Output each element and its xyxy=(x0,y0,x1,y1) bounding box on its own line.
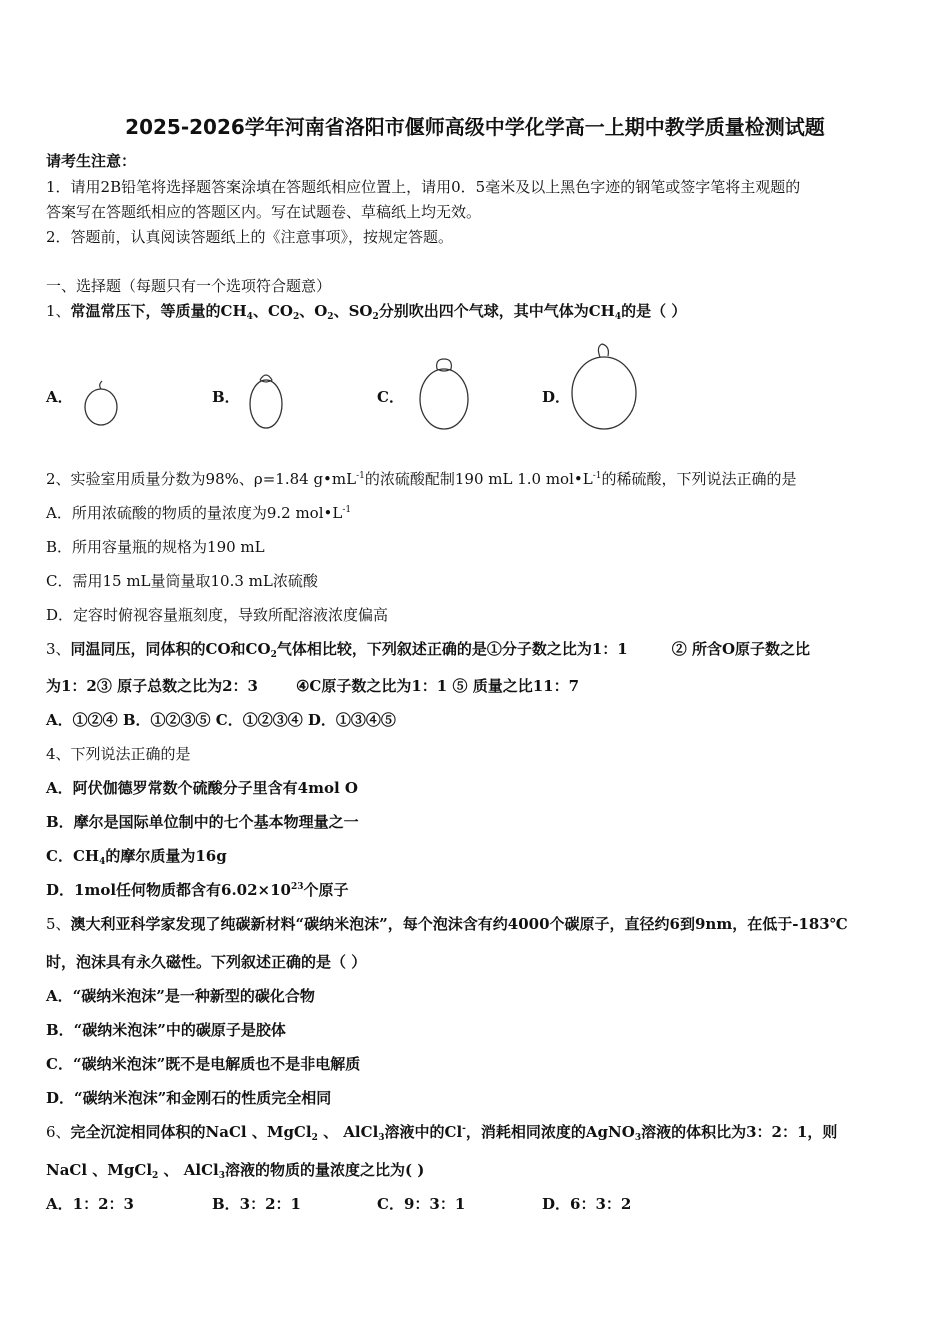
q3-options: A．①②④ B．①②③⑤ C．①②③④ D．①③④⑤ xyxy=(46,711,396,729)
q1-option-a-label: A． xyxy=(46,388,73,406)
section-heading: 一、选择题（每题只有一个选项符合题意） xyxy=(46,277,332,295)
question-1-stem: 1、常温常压下，等质量的$CH_4$、$CO_2$、$O_2$、$SO_2$分别吹出四个气球，其中气体为$CH_4$的是（ ） xyxy=(46,302,687,322)
q1-option-d-label: D． xyxy=(542,388,571,406)
q1-option-c-label: C． xyxy=(377,388,404,406)
question-number: 1、 xyxy=(46,302,71,320)
q2-option-b: B．所用容量瓶的规格为190 mL xyxy=(46,538,265,556)
q4-option-a: A．阿伏伽德罗常数个硫酸分子里含有4mol O xyxy=(46,779,358,797)
q2-option-c: C．需用15 mL量筒量取10.3 mL浓硫酸 xyxy=(46,572,318,590)
question-4-stem: 4、下列说法正确的是 xyxy=(46,745,191,763)
balloon-large-icon xyxy=(566,340,642,436)
q2-option-d: D．定容时俯视容量瓶刻度，导致所配溶液浓度偏高 xyxy=(46,606,389,624)
question-5-stem: 5、澳大利亚科学家发现了纯碳新材料“碳纳米泡沫”，每个泡沫含有约4000个碳原子，直径约6到9nm，在低于-183℃ xyxy=(46,915,848,933)
notice-heading: 请考生注意： xyxy=(46,152,137,170)
page-title: 2025-2026学年河南省洛阳市偃师高级中学化学高一上期中教学质量检测试题 xyxy=(125,115,825,139)
q5-option-b: B．“碳纳米泡沫”中的碳原子是胶体 xyxy=(46,1021,286,1039)
q6-option-c: C．9：3：1 xyxy=(377,1195,466,1213)
notice-line-3: 2．答题前，认真阅读答题纸上的《注意事项》，按规定答题。 xyxy=(46,228,454,246)
question-6-stem: 6、完全沉淀相同体积的NaCl 、MgCl$_2$ 、 AlCl$_3$溶液中的Cl-，消耗相同浓度的AgNO$_3$溶液的体积比为3：2：1，则 xyxy=(46,1123,838,1143)
q2-option-a: A．所用浓硫酸的物质的量浓度为9.2 $mol•L^{-1}$ xyxy=(46,504,352,522)
q6-option-d: D．6：3：2 xyxy=(542,1195,632,1213)
q4-option-c: C．$CH_4$的摩尔质量为16g xyxy=(46,847,227,867)
q4-option-b: B．摩尔是国际单位制中的七个基本物理量之一 xyxy=(46,813,359,831)
question-2-stem: 2、实验室用质量分数为98%、ρ=1.84 $g•mL^{-1}$的浓硫酸配制190 mL 1.0 $mol•L^{-1}$的稀硫酸，下列说法正确的是 xyxy=(46,470,797,488)
q1-option-b-label: B． xyxy=(212,388,240,406)
q5-option-a: A．“碳纳米泡沫”是一种新型的碳化合物 xyxy=(46,987,315,1005)
q6-option-a: A．1：2：3 xyxy=(46,1195,134,1213)
balloon-small-icon xyxy=(80,375,122,431)
question-3-stem: 3、同温同压，同体积的CO和$CO_2$气体相比较，下列叙述正确的是①分子数之比为1：1 ② 所含O原子数之比 xyxy=(46,640,811,660)
q5-option-d: D．“碳纳米泡沫”和金刚石的性质完全相同 xyxy=(46,1089,332,1107)
q6-option-b: B．3：2：1 xyxy=(212,1195,301,1213)
balloon-oval-icon xyxy=(244,370,288,434)
q4-option-d: D．1mol任何物质都含有$6.02\times 10^{23}$个原子 xyxy=(46,881,349,899)
question-3-stem-cont: 为1：2③ 原子总数之比为2：3 ④C原子数之比为1：1 ⑤ 质量之比11：7 xyxy=(46,677,580,695)
notice-line-1: 1．请用2B铅笔将选择题答案涂填在答题纸相应位置上，请用0．5毫米及以上黑色字迹的钢笔或签字笔将主观题的 xyxy=(46,178,801,196)
question-6-stem-cont: NaCl 、MgCl$_2$ 、 AlCl$_3$溶液的物质的量浓度之比为( ) xyxy=(46,1161,425,1181)
q5-option-c: C．“碳纳米泡沫”既不是电解质也不是非电解质 xyxy=(46,1055,361,1073)
question-5-stem-cont: 时，泡沫具有永久磁性。下列叙述正确的是（ ） xyxy=(46,953,367,971)
balloon-medium-icon xyxy=(415,355,473,435)
notice-line-2: 答案写在答题纸相应的答题区内。写在试题卷、草稿纸上均无效。 xyxy=(46,203,482,221)
